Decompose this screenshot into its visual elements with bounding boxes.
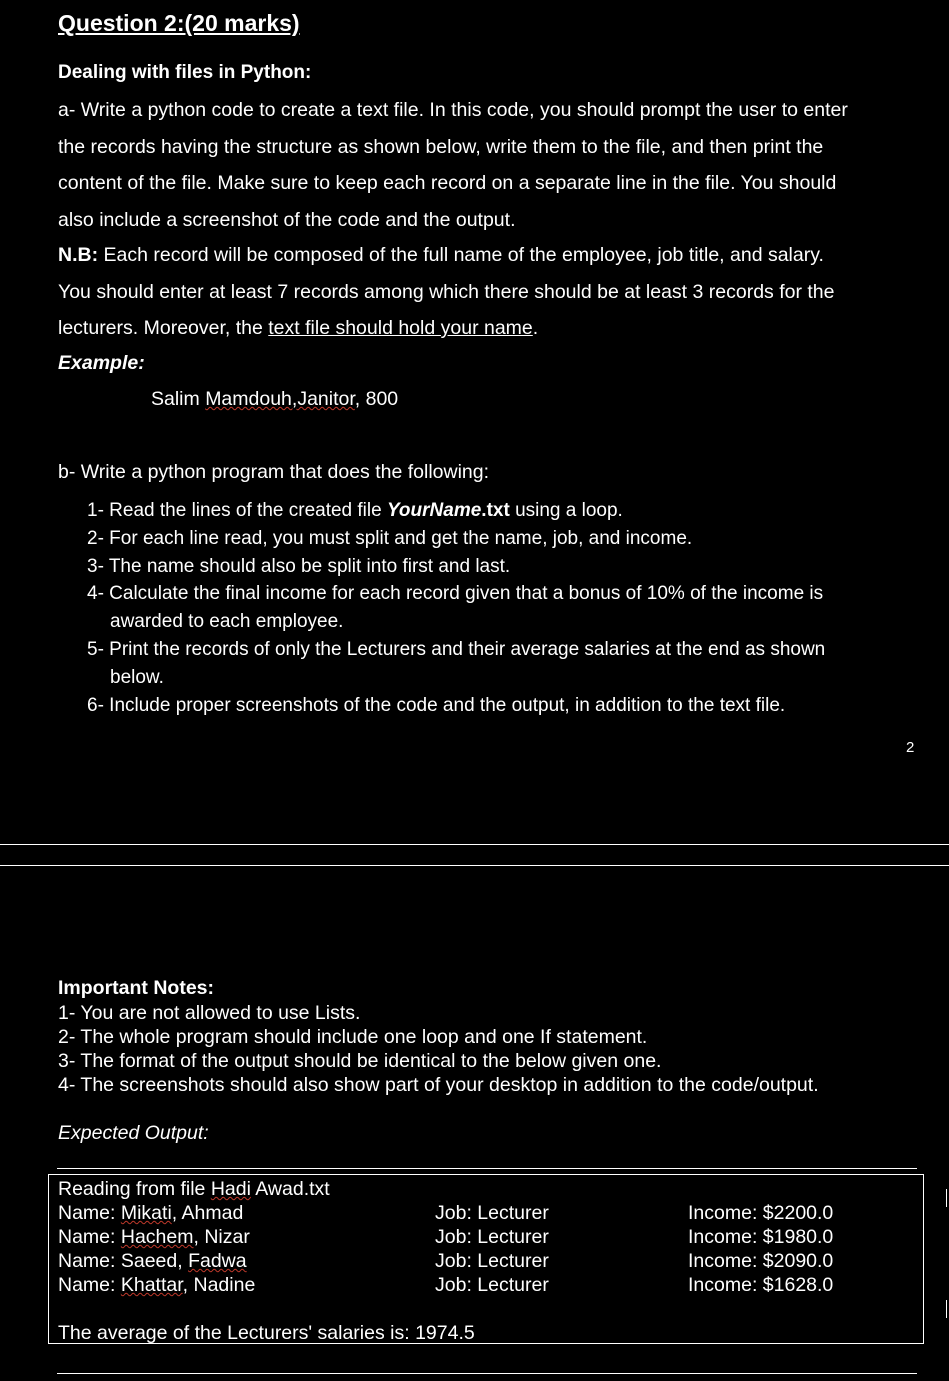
part-b-steps: [87, 497, 825, 719]
expected-output-label: Expected Output:: [58, 1122, 209, 1144]
nb-text: .: [532, 317, 539, 339]
nb-paragraph: [58, 237, 835, 347]
output-row-job: Job: Lecturer: [435, 1202, 549, 1224]
output-header: [58, 1178, 330, 1201]
notes-title: Important Notes:: [58, 977, 214, 999]
output-text: Awad.txt: [250, 1178, 330, 1200]
step-text: 1- Read the lines of the created file: [87, 500, 387, 521]
output-row-name: [58, 1274, 255, 1297]
spellcheck-word: Mamdouh,Janitor: [205, 388, 355, 410]
page-divider-top: [0, 844, 949, 845]
output-row-name: [58, 1226, 250, 1249]
output-text: Name: Saeed,: [58, 1250, 189, 1272]
step-item: 2- For each line read, you must split and get the name, job, and income.: [87, 527, 693, 549]
example-record: [151, 388, 398, 411]
note-item: 2- The whole program should include one loop and one If statement.: [58, 1026, 648, 1048]
question-subtitle: Dealing with files in Python:: [58, 62, 312, 83]
output-text: Name:: [58, 1226, 121, 1248]
table-edge: [946, 1189, 947, 1207]
spellcheck-word: Hachem: [120, 1226, 194, 1248]
spellcheck-word: Hadi: [210, 1178, 251, 1200]
output-average: The average of the Lecturers' salaries is: 1974.5: [58, 1322, 475, 1344]
nb-line: [58, 310, 835, 347]
example-text: Salim: [151, 388, 206, 410]
step-item: [87, 497, 825, 525]
nb-line: You should enter at least 7 records among which there should be at least 3 records for the: [58, 280, 835, 303]
step-item-continued: below.: [110, 666, 164, 688]
note-item: 4- The screenshots should also show part of your desktop in addition to the code/output.: [58, 1074, 819, 1096]
page-divider-bottom: [0, 865, 949, 866]
note-item: 3- The format of the output should be identical to the below given one.: [58, 1050, 662, 1072]
nb-text: lecturers. Moreover, the: [58, 317, 269, 339]
filename-ext: .txt: [481, 500, 510, 521]
part-a-line: a- Write a python code to create a text file. In this code, you should prompt the user to enter: [58, 99, 848, 121]
output-row-income: Income: $1980.0: [688, 1226, 834, 1248]
output-bottom-rule: [57, 1373, 917, 1374]
spellcheck-word: Khattar: [120, 1274, 183, 1296]
output-text: Name:: [58, 1274, 121, 1296]
note-item: 1- You are not allowed to use Lists.: [58, 1002, 361, 1024]
output-text: , Ahmad: [171, 1202, 244, 1224]
output-row-income: Income: $2200.0: [688, 1202, 834, 1224]
nb-line: [58, 237, 835, 274]
part-b-intro: b- Write a python program that does the following:: [58, 461, 490, 483]
spellcheck-word: Fadwa: [188, 1250, 247, 1272]
part-a-paragraph: [58, 92, 848, 238]
step-item-continued: awarded to each employee.: [110, 611, 344, 633]
filename-italic: YourName: [386, 500, 482, 521]
question-title: Question 2:(20 marks): [58, 10, 300, 36]
step-item: 4- Calculate the final income for each record given that a bonus of 10% of the income is: [87, 583, 824, 605]
part-a-line: also include a screenshot of the code and the output.: [58, 208, 516, 231]
output-row-job: Job: Lecturer: [435, 1274, 549, 1296]
output-top-rule: [57, 1168, 917, 1169]
nb-label: N.B:: [58, 244, 99, 266]
spellcheck-word: Mikati: [120, 1202, 172, 1224]
output-row-income: Income: $1628.0: [688, 1274, 834, 1296]
output-text: , Nadine: [182, 1274, 256, 1296]
output-text: Name:: [58, 1202, 121, 1224]
output-row-job: Job: Lecturer: [435, 1226, 549, 1248]
step-item: 6- Include proper screenshots of the code and the output, in addition to the text file.: [87, 694, 786, 716]
output-text: Reading from file: [58, 1178, 211, 1200]
step-item: 3- The name should also be split into first and last.: [87, 555, 511, 577]
output-row-job: Job: Lecturer: [435, 1250, 549, 1272]
underlined-requirement: text file should hold your name: [268, 317, 533, 339]
table-edge: [946, 1300, 947, 1318]
example-text: , 800: [354, 388, 399, 410]
step-item: 5- Print the records of only the Lecturers and their average salaries at the end as shown: [87, 638, 826, 660]
output-row-name: [58, 1202, 243, 1225]
part-a-line: content of the file. Make sure to keep each record on a separate line in the file. You should: [58, 172, 837, 194]
output-row-name: [58, 1250, 247, 1273]
part-a-line: the records having the structure as shown below, write them to the file, and then print the: [58, 135, 824, 158]
example-label: Example:: [58, 352, 145, 374]
nb-text: Each record will be composed of the full name of the employee, job title, and salary.: [98, 244, 824, 266]
page-number: 2: [906, 739, 915, 756]
output-text: , Nizar: [193, 1226, 250, 1248]
output-row-income: Income: $2090.0: [688, 1250, 834, 1272]
step-text: using a loop.: [509, 500, 623, 521]
notes-list: [58, 1001, 819, 1097]
